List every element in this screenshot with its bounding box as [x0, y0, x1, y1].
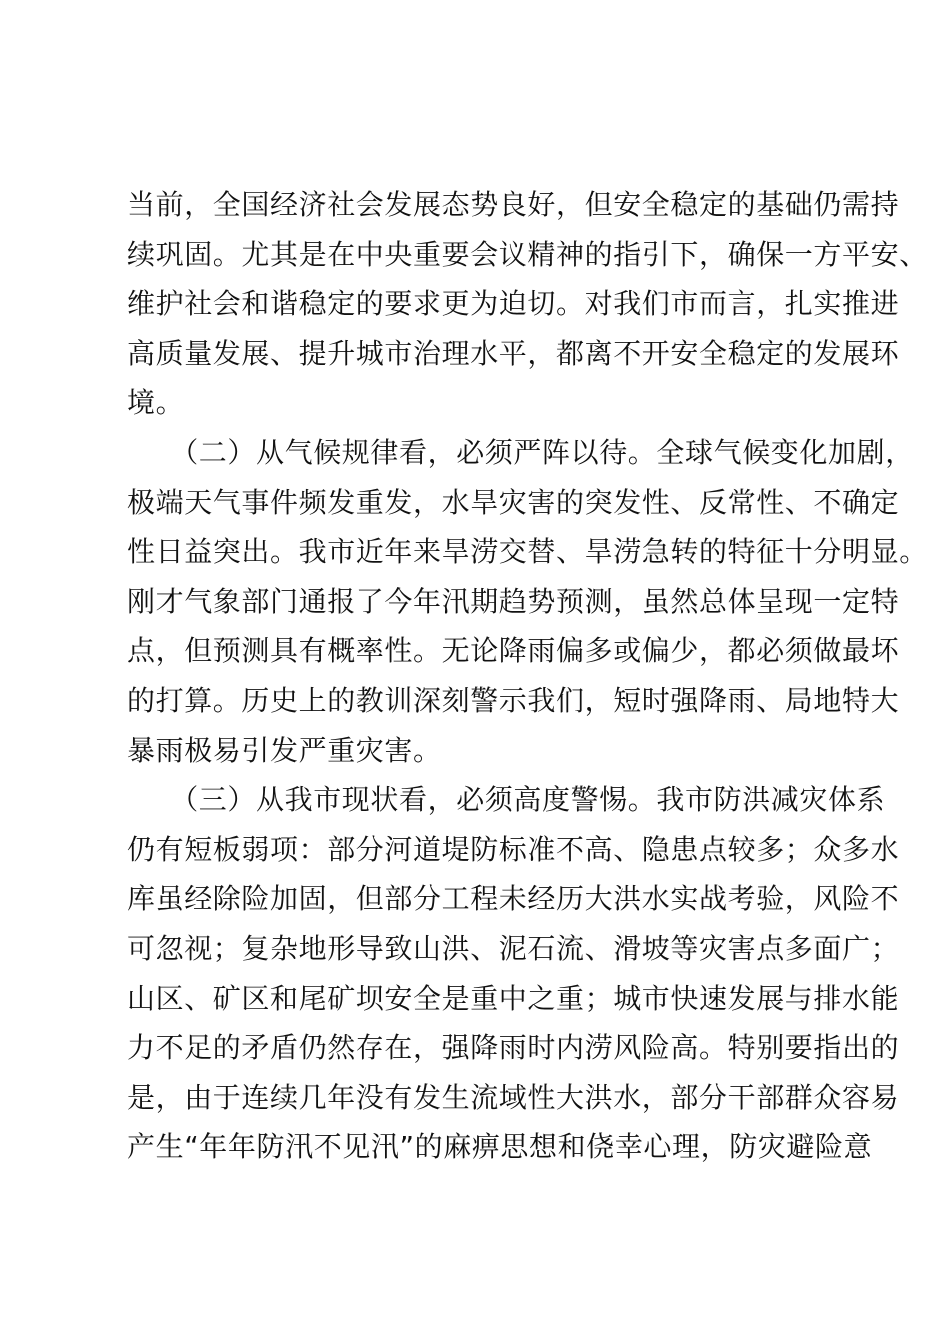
- text-line: 维护社会和谐稳定的要求更为迫切。对我们市而言，扎实推进: [127, 287, 900, 321]
- text-line: 高质量发展、提升城市治理水平，都离不开安全稳定的发展环: [127, 336, 900, 370]
- paragraph-3: [127, 775, 900, 1172]
- text-line: 性日益突出。我市近年来旱涝交替、旱涝急转的特征十分明显。: [127, 535, 928, 569]
- text-line: （二）从气候规律看，必须严阵以待。全球气候变化加剧，: [127, 435, 914, 469]
- text-line: 刚才气象部门通报了今年汛期趋势预测，虽然总体呈现一定特: [127, 584, 900, 618]
- text-line: 仍有短板弱项：部分河道堤防标准不高、隐患点较多；众多水: [127, 832, 900, 866]
- text-line: 是，由于连续几年没有发生流域性大洪水，部分干部群众容易: [127, 1080, 900, 1114]
- text-line: 极端天气事件频发重发，水旱灾害的突发性、反常性、不确定: [127, 485, 900, 519]
- text-line: 山区、矿区和尾矿坝安全是重中之重；城市快速发展与排水能: [127, 981, 900, 1015]
- text-line: 可忽视；复杂地形导致山洪、泥石流、滑坡等灾害点多面广；: [127, 931, 900, 965]
- text-line: 库虽经除险加固，但部分工程未经历大洪水实战考验，风险不: [127, 882, 900, 916]
- text-line: 的打算。历史上的教训深刻警示我们，短时强降雨、局地特大: [127, 683, 900, 717]
- text-line: 点，但预测具有概率性。无论降雨偏多或偏少，都必须做最坏: [127, 634, 900, 668]
- text-line: 产生“年年防汛不见汛”的麻痹思想和侥幸心理，防灾避险意: [127, 1130, 873, 1164]
- text-line: 力不足的矛盾仍然存在，强降雨时内涝风险高。特别要指出的: [127, 1031, 900, 1065]
- text-line: 暴雨极易引发严重灾害。: [127, 733, 442, 767]
- text-line: （三）从我市现状看，必须高度警惕。我市防洪减灾体系: [127, 783, 886, 817]
- text-line: 续巩固。尤其是在中央重要会议精神的指引下，确保一方平安、: [127, 237, 928, 271]
- text-line: 境。: [127, 386, 185, 420]
- paragraph-1: [127, 180, 928, 428]
- document-body: [127, 180, 928, 1172]
- paragraph-2: [127, 428, 928, 775]
- text-line: 当前，全国经济社会发展态势良好，但安全稳定的基础仍需持: [127, 188, 900, 221]
